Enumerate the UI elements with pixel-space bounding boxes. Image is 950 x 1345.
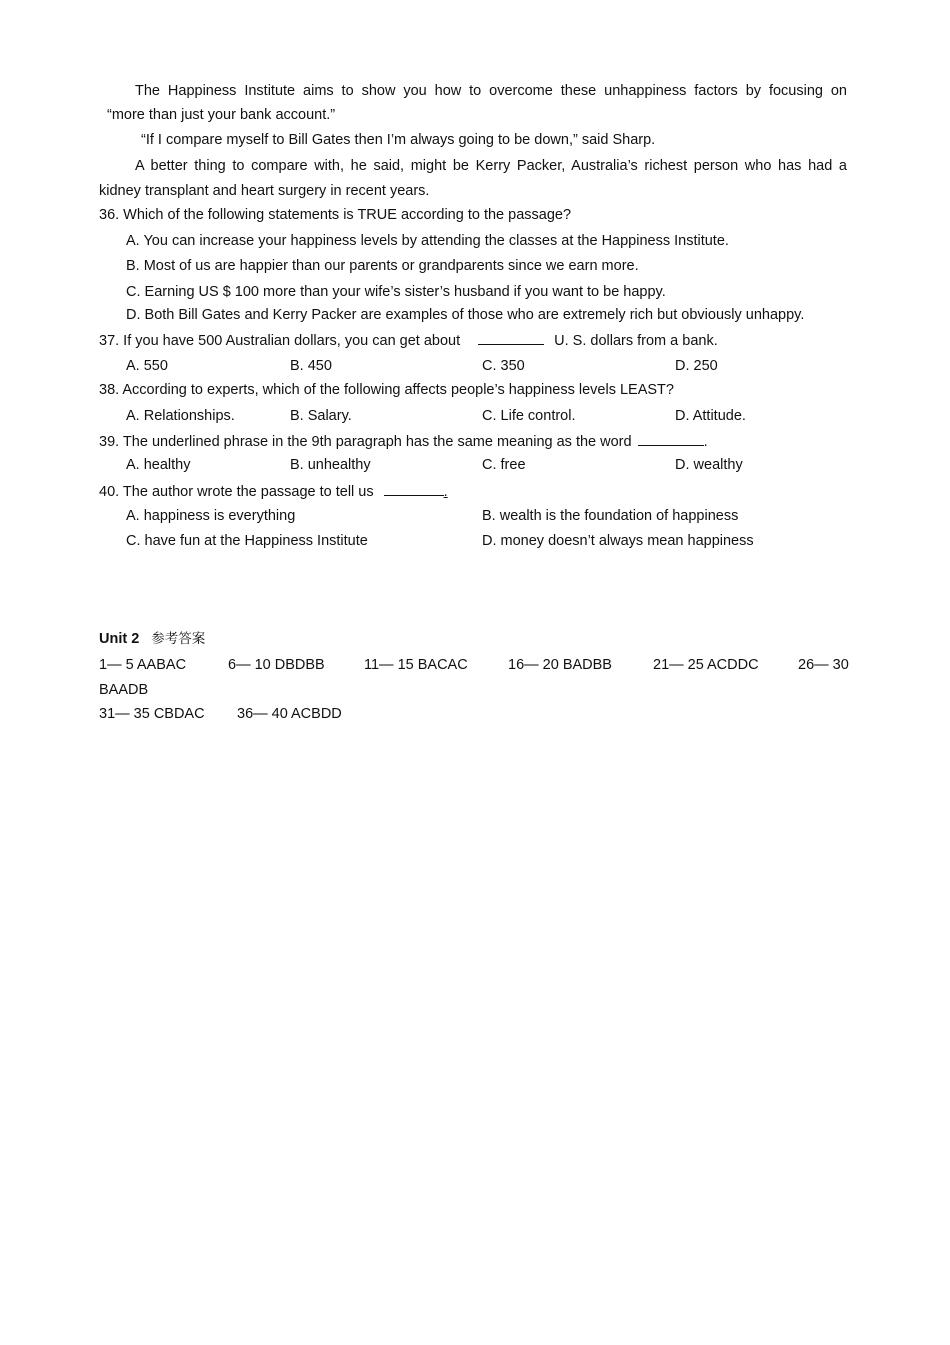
answer-group: 1— 5 AABAC xyxy=(99,657,187,673)
passage-paragraph-line: “more than just your bank account.” xyxy=(107,107,336,123)
answer-key-label: 参考答案 xyxy=(151,631,206,647)
option-36-a: A. You can increase your happiness levels by attending the classes at the Happiness Institute. xyxy=(126,233,729,249)
stem-text: . xyxy=(703,434,708,450)
question-stem-38: 38. According to experts, which of the following affects people’s happiness levels LEAST? xyxy=(99,382,674,398)
option-40-a: A. happiness is everything xyxy=(126,508,296,524)
option-39-c: C. free xyxy=(482,457,526,473)
answer-group: 31— 35 CBDAC xyxy=(99,706,205,722)
answer-group-wrap: BAADB xyxy=(99,682,149,698)
answer-group: 16— 20 BADBB xyxy=(508,657,612,673)
answer-group: 11— 15 BACAC xyxy=(364,657,468,673)
question-stem-40 xyxy=(99,482,448,501)
option-37-b: B. 450 xyxy=(290,358,332,374)
answer-group: 26— 30 xyxy=(798,657,849,673)
answer-blank xyxy=(384,482,444,496)
passage-paragraph-line: kidney transplant and heart surgery in recent years. xyxy=(99,183,430,199)
answer-blank xyxy=(478,331,544,345)
option-37-d: D. 250 xyxy=(675,358,718,374)
stem-text: . xyxy=(443,484,448,500)
option-40-d: D. money doesn’t always mean happiness xyxy=(482,533,754,549)
passage-paragraph: “If I compare myself to Bill Gates then I’m always going to be down,” said Sharp. xyxy=(141,132,656,148)
option-39-d: D. wealthy xyxy=(675,457,743,473)
answer-group: 36— 40 ACBDD xyxy=(237,706,342,722)
stem-text: 37. If you have 500 Australian dollars, you can get about xyxy=(99,333,461,349)
option-38-c: C. Life control. xyxy=(482,408,576,424)
stem-text: 39. The underlined phrase in the 9th paragraph has the same meaning as the word xyxy=(99,434,632,450)
option-40-b: B. wealth is the foundation of happiness xyxy=(482,508,739,524)
answer-group: 6— 10 DBDBB xyxy=(228,657,325,673)
option-38-d: D. Attitude. xyxy=(675,408,746,424)
option-37-c: C. 350 xyxy=(482,358,525,374)
answer-blank xyxy=(638,432,704,446)
stem-text: 40. The author wrote the passage to tell us xyxy=(99,484,374,500)
option-36-c: C. Earning US $ 100 more than your wife’s sister’s husband if you want to be happy. xyxy=(126,284,666,300)
option-39-b: B. unhealthy xyxy=(290,457,371,473)
question-stem-36: 36. Which of the following statements is TRUE according to the passage? xyxy=(99,207,572,223)
option-38-b: B. Salary. xyxy=(290,408,352,424)
option-39-a: A. healthy xyxy=(126,457,191,473)
option-40-c: C. have fun at the Happiness Institute xyxy=(126,533,368,549)
question-stem-39 xyxy=(99,432,708,451)
answer-key-unit: Unit 2 xyxy=(99,631,140,647)
option-36-b: B. Most of us are happier than our parents or grandparents since we earn more. xyxy=(126,258,639,274)
option-36-d: D. Both Bill Gates and Kerry Packer are examples of those who are extremely rich but obviously unhappy. xyxy=(126,307,805,323)
question-stem-37 xyxy=(99,331,718,350)
answer-key-heading xyxy=(99,630,205,648)
passage-paragraph-line: A better thing to compare with, he said, might be Kerry Packer, Australia’s richest person who has had a xyxy=(135,158,847,174)
option-37-a: A. 550 xyxy=(126,358,168,374)
passage-paragraph-line: The Happiness Institute aims to show you how to overcome these unhappiness factors by focusing on xyxy=(135,83,847,99)
stem-text: U. S. dollars from a bank. xyxy=(554,333,718,349)
option-38-a: A. Relationships. xyxy=(126,408,235,424)
answer-group: 21— 25 ACDDC xyxy=(653,657,759,673)
